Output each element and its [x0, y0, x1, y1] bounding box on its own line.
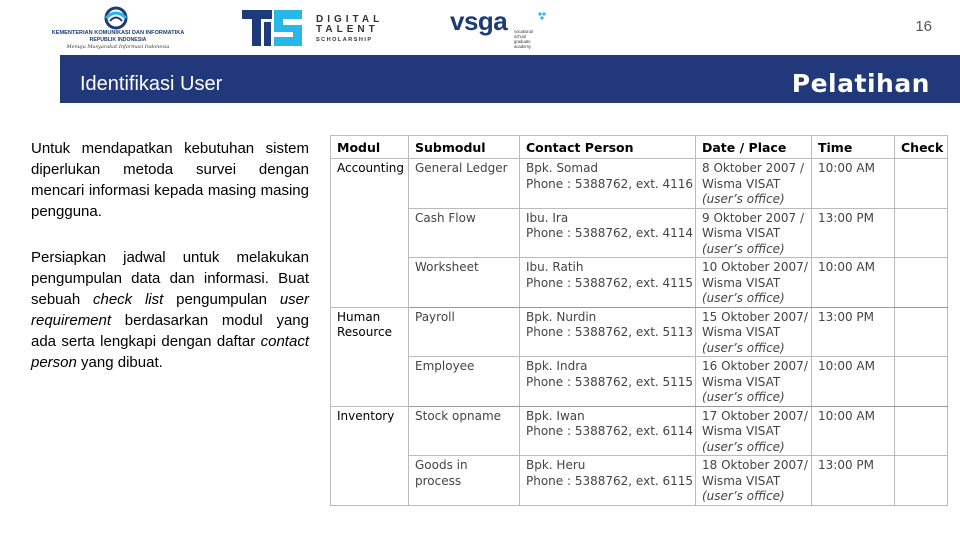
- vsga-dots-icon: [538, 12, 546, 20]
- date-place-cell: [696, 357, 812, 407]
- dts-emblem-icon: [240, 6, 306, 50]
- time-cell: 13:00 PM: [812, 456, 895, 506]
- time-cell: 10:00 AM: [812, 258, 895, 308]
- contact-phone: Phone : 5388762, ext. 4116: [526, 176, 694, 191]
- column-header: Check: [895, 136, 948, 159]
- column-header: Modul: [331, 136, 409, 159]
- date-place-cell: [696, 208, 812, 258]
- contact-name: Bpk. Indra: [526, 359, 588, 373]
- instruction-paragraph: [31, 247, 309, 373]
- place: Wisma VISAT: [702, 176, 781, 191]
- modul-cell: Inventory: [331, 406, 409, 505]
- table-row: [331, 208, 948, 258]
- modul-cell: Human Resource: [331, 307, 409, 406]
- contact-cell: [520, 208, 696, 258]
- contact-cell: [520, 159, 696, 209]
- column-header: Contact Person: [520, 136, 696, 159]
- contact-phone: Phone : 5388762, ext. 5115: [526, 374, 694, 389]
- kominfo-emblem-icon: [96, 6, 136, 30]
- dts-logo: [240, 6, 410, 50]
- submodul-cell: Employee: [409, 357, 520, 407]
- time-cell: 10:00 AM: [812, 406, 895, 456]
- office-note: (user’s office): [702, 241, 785, 256]
- date-place-cell: [696, 456, 812, 506]
- time-cell: 13:00 PM: [812, 307, 895, 357]
- contact-phone: Phone : 5388762, ext. 4114: [526, 226, 694, 240]
- date: 17 Oktober 2007/: [702, 408, 808, 423]
- para-italic: user requirement: [31, 291, 309, 329]
- para-italic: check list: [93, 291, 164, 308]
- vsga-tagline: [514, 29, 533, 49]
- dts-wordmark: [316, 15, 383, 45]
- place: Wisma VISAT: [702, 424, 781, 438]
- slide-number: 16: [915, 18, 932, 35]
- table-row: [331, 406, 948, 456]
- date-place-cell: [696, 159, 812, 209]
- submodul-cell: Cash Flow: [409, 208, 520, 258]
- place: Wisma VISAT: [702, 275, 781, 290]
- intro-paragraph: Untuk mendapatkan kebutuhan sistem diperlukan metoda survei dengan mencari informasi kepada masing masing pengguna.: [31, 140, 309, 220]
- check-cell[interactable]: [895, 357, 948, 407]
- vsga-logo: [450, 6, 560, 50]
- section-label: Pelatihan: [791, 69, 930, 98]
- vsga-tagline-line: graduate: [514, 39, 531, 44]
- table-row: [331, 357, 948, 407]
- schedule-table: [330, 135, 948, 506]
- column-header: Time: [812, 136, 895, 159]
- submodul-cell: Stock opname: [409, 406, 520, 456]
- contact-name: Bpk. Iwan: [526, 408, 585, 423]
- contact-cell: [520, 357, 696, 407]
- contact-phone: Phone : 5388762, ext. 4115: [526, 275, 694, 290]
- para-text: pengumpulan: [163, 291, 280, 308]
- dts-line2: TALENT: [316, 24, 379, 35]
- kominfo-name: KEMENTERIAN KOMUNIKASI DAN INFORMATIKA: [51, 30, 185, 36]
- title-bar: [0, 55, 960, 103]
- check-cell[interactable]: [895, 208, 948, 258]
- contact-phone: Phone : 5388762, ext. 6114: [526, 424, 694, 438]
- table-row: [331, 258, 948, 308]
- para-text: berdasarkan modul yang ada serta lengkapi dengan daftar: [31, 312, 309, 350]
- kominfo-country: REPUBLIK INDONESIA: [89, 37, 147, 43]
- date: 9 Oktober 2007 /: [702, 210, 805, 225]
- column-header: Date / Place: [696, 136, 812, 159]
- contact-name: Ibu. Ira: [526, 210, 569, 225]
- para-text: Persiapkan jadwal untuk melakukan pengumpulan data dan informasi. Buat sebuah: [31, 249, 309, 308]
- office-note: (user’s office): [702, 489, 785, 503]
- dts-line3: SCHOLARSHIP: [316, 37, 373, 43]
- date: 16 Oktober 2007/: [702, 359, 808, 373]
- kominfo-logo: [38, 6, 198, 50]
- time-cell: 13:00 PM: [812, 208, 895, 258]
- contact-name: Bpk. Somad: [526, 161, 599, 175]
- contact-cell: [520, 307, 696, 357]
- office-note: (user’s office): [702, 390, 785, 404]
- date: 8 Oktober 2007 /: [702, 161, 805, 175]
- place: Wisma VISAT: [702, 226, 781, 240]
- office-note: (user’s office): [702, 439, 785, 454]
- vsga-tagline-line: academy: [514, 44, 531, 49]
- submodul-cell: Payroll: [409, 307, 520, 357]
- place: Wisma VISAT: [702, 473, 781, 488]
- contact-cell: [520, 456, 696, 506]
- table-header-row: [331, 136, 948, 159]
- check-cell[interactable]: [895, 307, 948, 357]
- submodul-cell: Worksheet: [409, 258, 520, 308]
- date: 18 Oktober 2007/: [702, 458, 808, 472]
- date-place-cell: [696, 406, 812, 456]
- time-cell: 10:00 AM: [812, 357, 895, 407]
- modul-cell: Accounting: [331, 159, 409, 308]
- office-note: (user’s office): [702, 291, 785, 305]
- vsga-wordmark: vsga: [450, 6, 508, 36]
- title-bar-notch: [0, 55, 60, 103]
- contact-cell: [520, 406, 696, 456]
- contact-name: Bpk. Nurdin: [526, 309, 597, 324]
- contact-name: Ibu. Ratih: [526, 260, 584, 274]
- check-cell[interactable]: [895, 258, 948, 308]
- place: Wisma VISAT: [702, 374, 781, 389]
- time-cell: 10:00 AM: [812, 159, 895, 209]
- vsga-tagline-line: school: [514, 34, 527, 39]
- table-row: [331, 159, 948, 209]
- check-cell[interactable]: [895, 456, 948, 506]
- submodul-cell: General Ledger: [409, 159, 520, 209]
- dts-line1: DIGITAL: [316, 14, 384, 25]
- page-title: Identifikasi User: [80, 73, 223, 95]
- place: Wisma VISAT: [702, 325, 781, 339]
- date-place-cell: [696, 258, 812, 308]
- contact-name: Bpk. Heru: [526, 458, 586, 472]
- check-cell[interactable]: [895, 406, 948, 456]
- submodul-cell: Goods in process: [409, 456, 520, 506]
- date: 15 Oktober 2007/: [702, 309, 808, 324]
- contact-phone: Phone : 5388762, ext. 6115: [526, 473, 694, 488]
- date: 10 Oktober 2007/: [702, 260, 808, 274]
- table-row: [331, 456, 948, 506]
- contact-phone: Phone : 5388762, ext. 5113: [526, 325, 694, 339]
- office-note: (user’s office): [702, 192, 785, 206]
- para-italic: contact person: [31, 333, 309, 371]
- column-header: Submodul: [409, 136, 520, 159]
- vsga-tagline-line: vocational: [514, 29, 533, 34]
- para-text: yang dibuat.: [76, 354, 163, 371]
- check-cell[interactable]: [895, 159, 948, 209]
- table-row: [331, 307, 948, 357]
- office-note: (user’s office): [702, 340, 785, 355]
- logo-strip: [0, 0, 960, 55]
- kominfo-motto: Menuju Masyarakat Informasi Indonesia: [66, 44, 170, 50]
- date-place-cell: [696, 307, 812, 357]
- contact-cell: [520, 258, 696, 308]
